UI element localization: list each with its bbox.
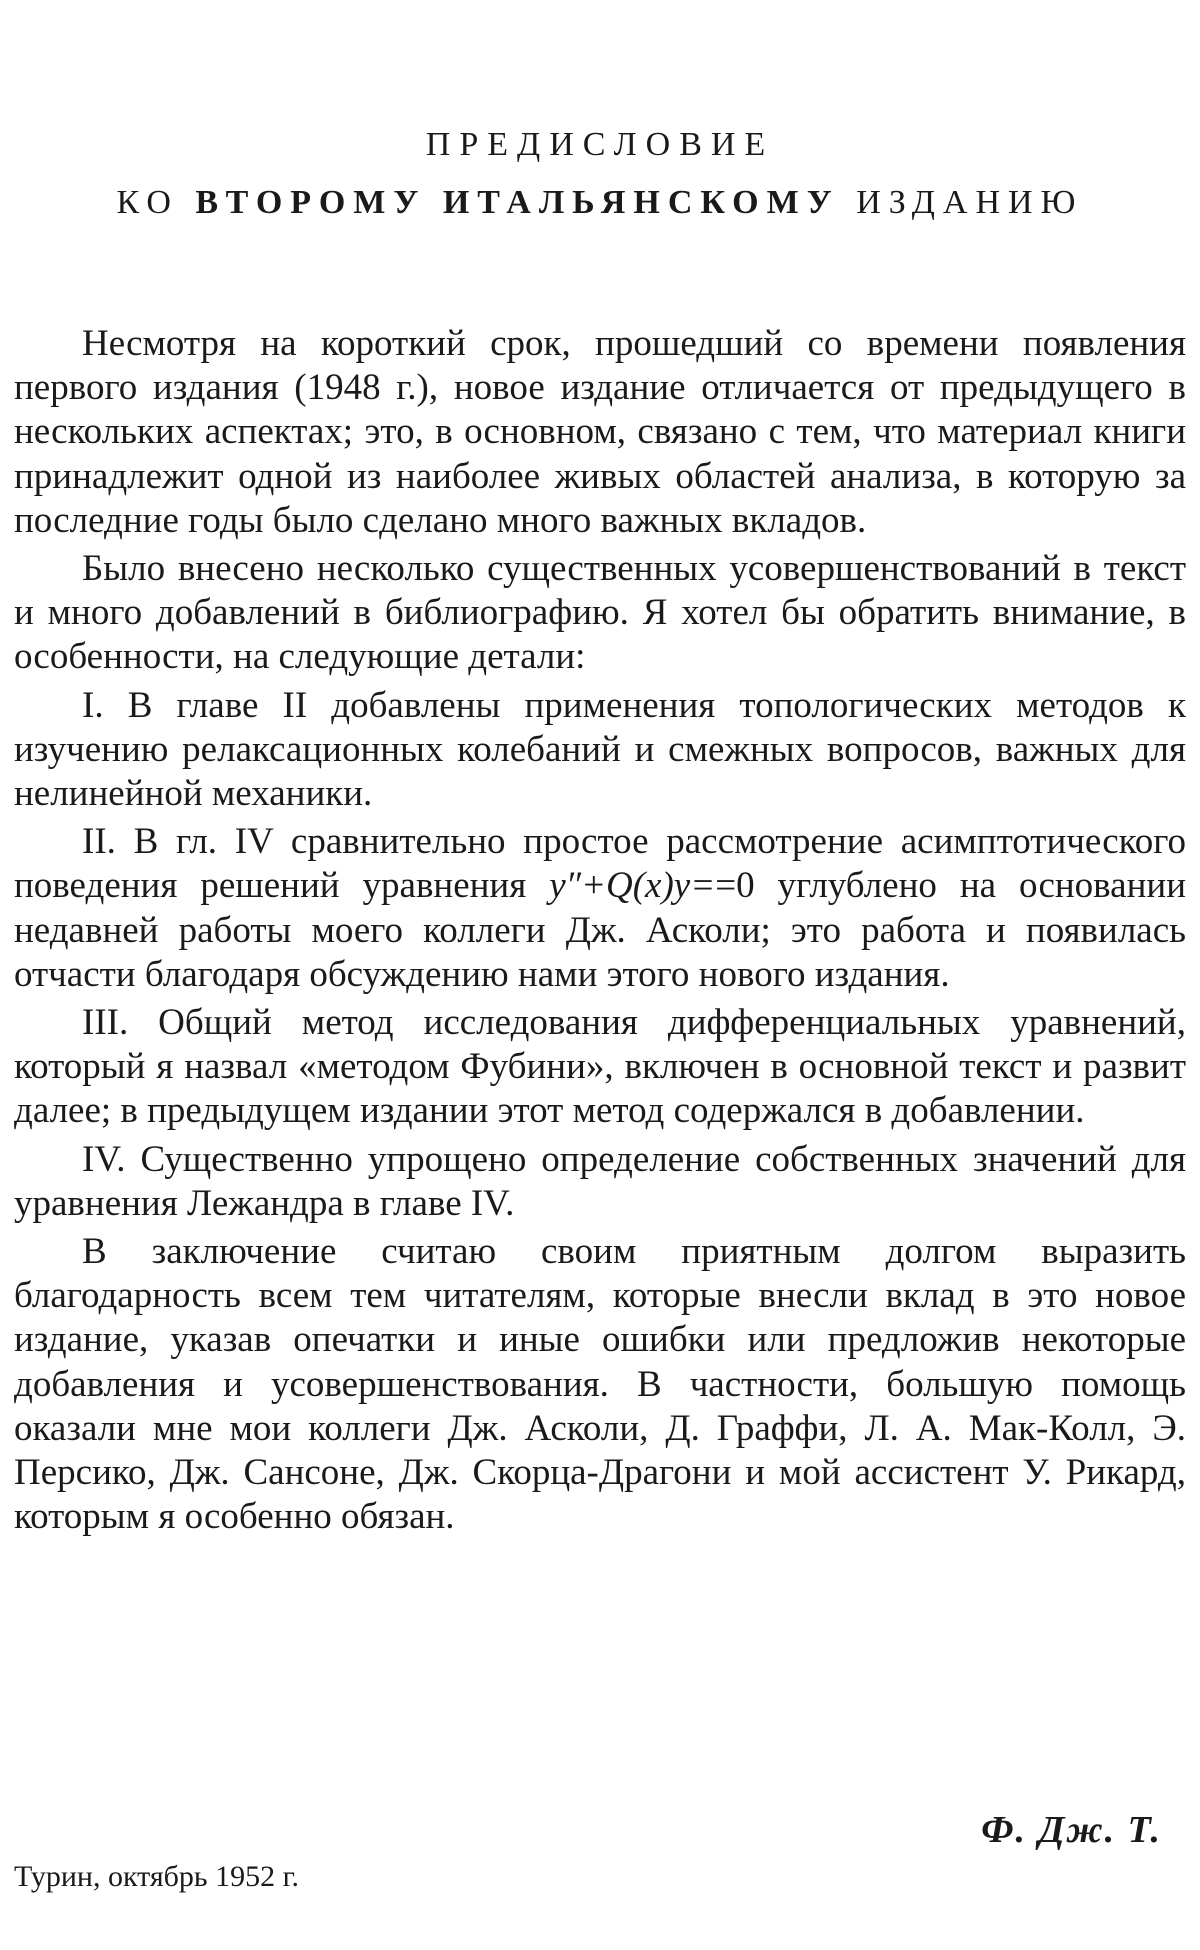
item-2-text-before: II. В гл. IV сравнительно простое рассмотрение асимптотического поведения решений уравнения (14, 821, 1186, 907)
page-title: ПРЕДИСЛОВИЕ (425, 126, 775, 163)
page-subtitle (14, 184, 1186, 222)
paragraph-item-4: IV. Существенно упрощено определение собственных значений для уравнения Лежандра в главе IV. (14, 1138, 1186, 1224)
item-2-text-after: =0 углублено на основании недавней работы моего коллеги Дж. Асколи; это работа и появилась отчасти благодаря обсуждению нами этого нового издания. (14, 865, 1186, 995)
subtitle-suffix: ИЗДАНИЮ (839, 184, 1084, 221)
paragraph-improvements: Было внесено несколько существенных усовершенствований в текст и много добавлений в библиографию. Я хотел бы обратить внимание, в особенности, на следующие детали: (14, 548, 1186, 678)
paragraph-acknowledgements: В заключение считаю своим приятным долгом выразить благодарность всем тем читателям, которые внесли вклад в это новое издание, указав опечатки и иные ошибки или предложив некоторые добавления и усовершенствования. В частности, большую помощь оказали мне мои коллеги Дж. Асколи, Д. Граффи, Л. А. Мак-Колл, Э. Персико, Дж. Сансоне, Дж. Скорца-Драгони и мой ассистент У. Рикард, которым я особенно обязан. (14, 1231, 1186, 1538)
paragraph-intro: Несмотря на короткий срок, прошедший со времени появления первого издания (1948 г.), новое издание отличается от предыдущего в нескольких аспектах; это, в основном, связано с тем, что материал книги принадлежит одной из наиболее живых областей анализа, в которую за последние годы было сделано много важных вкладов. (14, 323, 1186, 541)
place-and-date: Турин, октябрь 1952 г. (14, 1860, 299, 1893)
author-signature: Ф. Дж. Т. (981, 1809, 1162, 1851)
paragraph-item-3: III. Общий метод исследования дифференциальных уравнений, который я назвал «методом Фубини», включен в основной текст и развит далее; в предыдущем издании этот метод содержался в добавлении. (14, 1002, 1186, 1132)
preface-body (14, 322, 1186, 1543)
equation: y″+Q(x)y= (549, 865, 716, 907)
document-page (14, 0, 1186, 1950)
subtitle-prefix: КО (116, 184, 196, 221)
paragraph-item-2 (14, 820, 1186, 997)
paragraph-item-1: I. В главе II добавлены применения топологических методов к изучению релаксационных колебаний и смежных вопросов, важных для нелинейной механики. (14, 684, 1186, 815)
subtitle-bold: ВТОРОМУ ИТАЛЬЯНСКОМУ (195, 184, 840, 221)
